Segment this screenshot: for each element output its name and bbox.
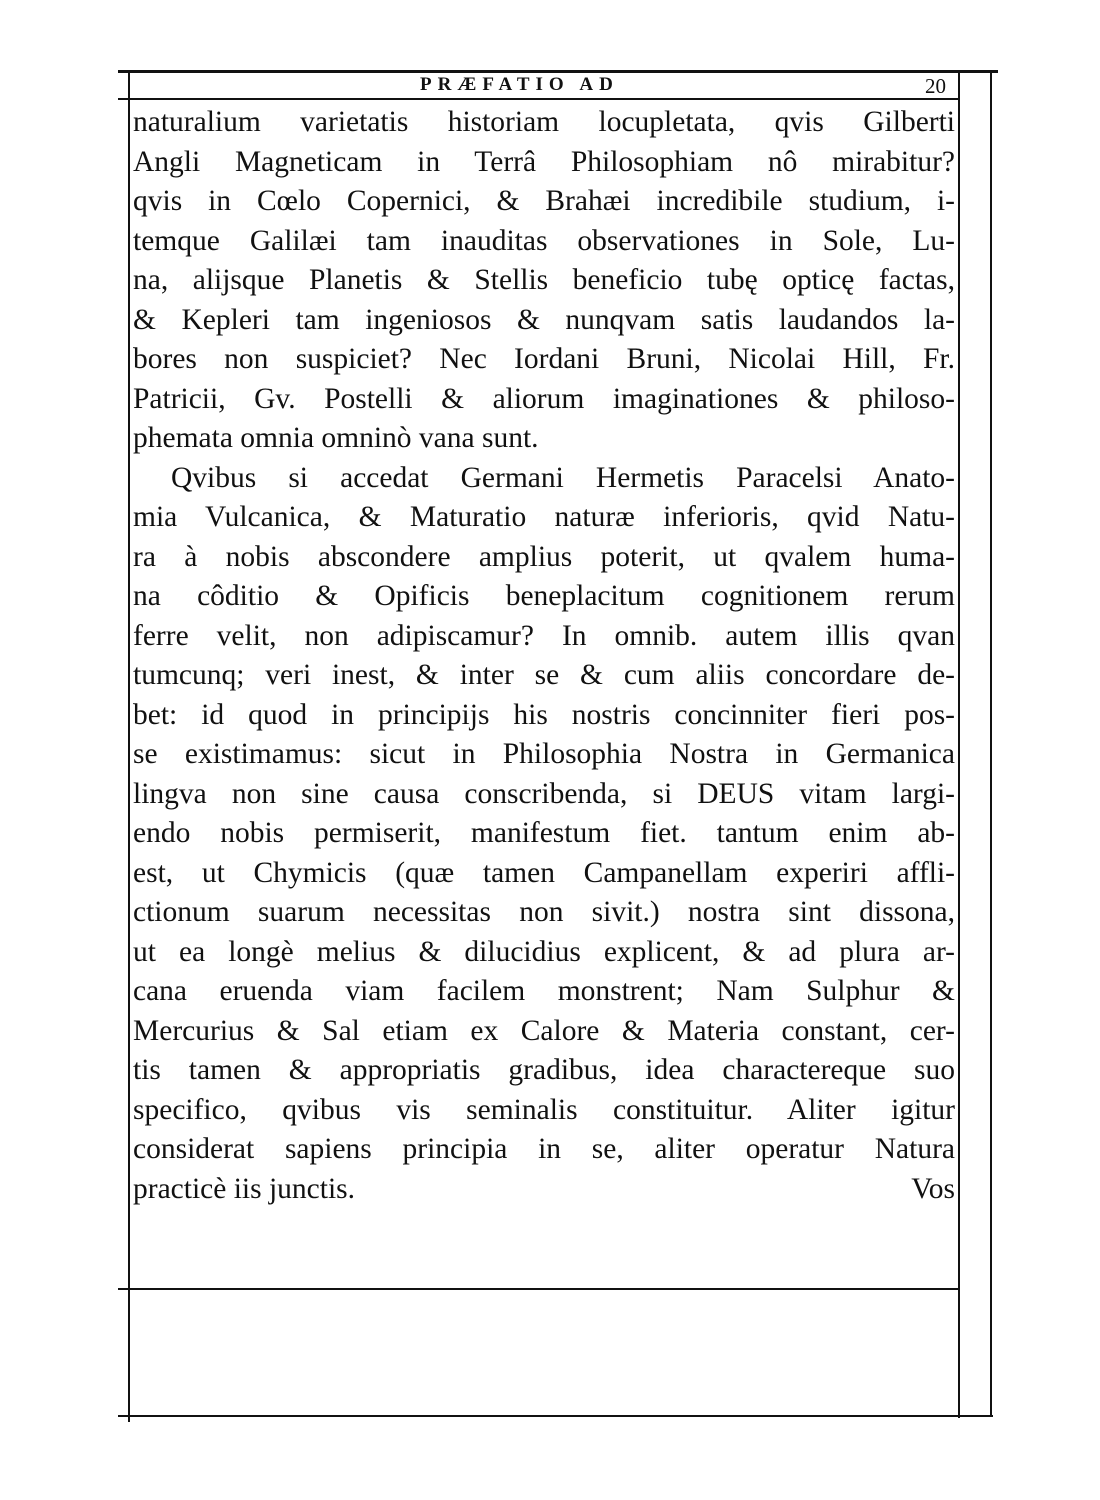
text-line: cana eruenda viam facilem monstrent; Nam Sulphur & xyxy=(133,975,955,1007)
top-border-rule xyxy=(118,70,998,73)
text-line: na, alijsque Planetis & Stellis beneficio tubę opticę factas, xyxy=(133,264,955,296)
header-rule xyxy=(118,98,960,100)
text-line: na côditio & Opificis beneplacitum cognitionem rerum xyxy=(133,580,955,612)
text-line: temque Galilæi tam inauditas observationes in Sole, Lu- xyxy=(133,224,955,257)
text-line: tis tamen & appropriatis gradibus, idea charactereque suo xyxy=(133,1054,955,1086)
running-title: PRÆFATIO AD xyxy=(420,74,619,95)
left-border-rule xyxy=(128,72,130,1422)
catchword: Vos xyxy=(911,1172,955,1205)
text-block-bottom-rule xyxy=(118,1288,960,1290)
text-line: naturalium varietatis historiam locupletata, qvis Gilberti xyxy=(133,106,955,138)
bottom-border-rule xyxy=(118,1415,993,1417)
text-line: specifico, qvibus vis seminalis constituitur. Aliter igitur xyxy=(133,1093,955,1126)
text-line: ctionum suarum necessitas non sivit.) nostra sint dissona, xyxy=(133,896,955,928)
text-line: practicè iis junctis. xyxy=(133,1172,355,1205)
text-line: considerat sapiens principia in se, aliter operatur Natura xyxy=(133,1133,955,1165)
body-text xyxy=(133,103,955,1209)
text-line: & Kepleri tam ingeniosos & nunqvam satis laudandos la- xyxy=(133,303,955,336)
text-line: phemata omnia omninò vana sunt. xyxy=(133,422,539,454)
text-line: qvis in Cœlo Copernici, & Brahæi incredibile studium, i- xyxy=(133,185,955,217)
page-number: 20 xyxy=(925,74,946,98)
final-line xyxy=(133,1170,955,1210)
text-line: Patricii, Gv. Postelli & aliorum imaginationes & philoso- xyxy=(133,382,955,415)
text-line: est, ut Chymicis (quæ tamen Campanellam experiri affli- xyxy=(133,856,955,889)
text-line: tumcunq; veri inest, & inter se & cum aliis concordare de- xyxy=(133,659,955,691)
text-line: lingva non sine causa conscribenda, si DEUS vitam largi- xyxy=(133,777,955,810)
text-line: Mercurius & Sal etiam ex Calore & Materia constant, cer- xyxy=(133,1014,955,1047)
text-line: endo nobis permiserit, manifestum fiet. tantum enim ab- xyxy=(133,817,955,849)
text-line: mia Vulcanica, & Maturatio naturæ inferioris, qvid Natu- xyxy=(133,501,955,533)
text-line: ut ea longè melius & dilucidius explicent, & ad plura ar- xyxy=(133,935,955,968)
bottom-side-rule xyxy=(958,1290,960,1418)
right-outer-border-rule xyxy=(990,72,992,1417)
text-line: ferre velit, non adipiscamur? In omnib. autem illis qvan xyxy=(133,619,955,652)
text-line: Angli Magneticam in Terrâ Philosophiam nô mirabitur? xyxy=(133,145,955,178)
text-line: bet: id quod in principijs his nostris concinniter fieri pos- xyxy=(133,698,955,731)
text-line: Qvibus si accedat Germani Hermetis Paracelsi Anato- xyxy=(171,461,955,494)
text-line: ra à nobis abscondere amplius poterit, ut qvalem huma- xyxy=(133,540,955,573)
text-line: bores non suspiciet? Nec Iordani Bruni, Nicolai Hill, Fr. xyxy=(133,343,955,375)
right-inner-border-rule xyxy=(958,72,960,1417)
text-line: se existimamus: sicut in Philosophia Nostra in Germanica xyxy=(133,738,955,770)
